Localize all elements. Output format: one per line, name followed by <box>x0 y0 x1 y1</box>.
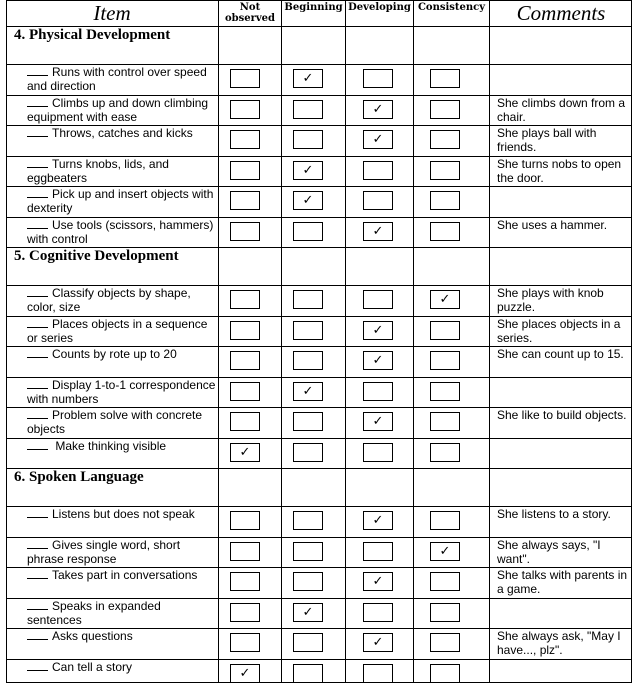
column-divider <box>489 0 490 683</box>
item-text: Gives single word, short phrase response <box>27 538 181 566</box>
item-text: Speaks in expanded sentences <box>27 599 161 627</box>
item-text: Problem solve with concrete objects <box>27 408 203 436</box>
checkbox-not-observed[interactable] <box>230 633 260 652</box>
checkbox-beginning[interactable] <box>293 321 323 340</box>
checkbox-not-observed[interactable] <box>230 443 260 462</box>
checkbox-not-observed[interactable] <box>230 191 260 210</box>
checkbox-developing[interactable] <box>363 222 393 241</box>
header-not-observed: Not observed <box>224 2 276 24</box>
checkbox-not-observed[interactable] <box>230 351 260 370</box>
item-label <box>27 96 217 124</box>
item-text: Display 1-to-1 correspondence with numbers <box>27 378 216 406</box>
section-title: 5. Cognitive Development <box>14 248 179 264</box>
header-beginning: Beginning <box>284 2 343 13</box>
checkbox-developing[interactable] <box>363 572 393 591</box>
checkbox-developing[interactable] <box>363 443 393 462</box>
assessment-table <box>6 0 632 683</box>
check-icon: ✓ <box>239 445 251 460</box>
item-text: Pick up and insert objects with dexterity <box>27 187 214 215</box>
item-label <box>27 568 217 582</box>
check-icon: ✓ <box>439 292 451 307</box>
checkbox-not-observed[interactable] <box>230 222 260 241</box>
checkbox-developing[interactable] <box>363 511 393 530</box>
check-icon: ✓ <box>372 323 384 338</box>
checkbox-not-observed[interactable] <box>230 664 260 683</box>
checkbox-not-observed[interactable] <box>230 572 260 591</box>
check-icon: ✓ <box>372 132 384 147</box>
comment-text: She plays with knob puzzle. <box>497 286 604 314</box>
item-label <box>27 378 217 406</box>
blank-line <box>27 65 48 76</box>
section-title: 6. Spoken Language <box>14 469 144 485</box>
checkbox-consistency[interactable] <box>430 161 460 180</box>
checkbox-beginning[interactable] <box>293 443 323 462</box>
column-divider <box>281 0 282 683</box>
checkbox-beginning[interactable] <box>293 130 323 149</box>
item-text: Climbs up and down climbing equipment with ease <box>27 96 209 124</box>
check-icon: ✓ <box>302 605 314 620</box>
blank-line <box>27 439 48 450</box>
comment-text: She uses a hammer. <box>497 218 608 232</box>
item-label <box>27 347 217 361</box>
blank-line <box>27 408 48 419</box>
checkbox-developing[interactable] <box>363 69 393 88</box>
checkbox-developing[interactable] <box>363 382 393 401</box>
item-text: Counts by rote up to 20 <box>52 347 177 361</box>
blank-line <box>27 126 48 137</box>
item-text: Turns knobs, lids, and eggbeaters <box>27 157 169 185</box>
check-icon: ✓ <box>302 71 314 86</box>
row-divider <box>6 0 632 1</box>
comment-text: She listens to a story. <box>497 507 611 521</box>
check-icon: ✓ <box>372 353 384 368</box>
checkbox-beginning[interactable] <box>293 542 323 561</box>
checkbox-not-observed[interactable] <box>230 290 260 309</box>
checkbox-consistency[interactable] <box>430 443 460 462</box>
item-label <box>27 317 217 345</box>
checkbox-developing[interactable] <box>363 542 393 561</box>
blank-line <box>27 286 48 297</box>
checkbox-consistency[interactable] <box>430 290 460 309</box>
check-icon: ✓ <box>372 414 384 429</box>
checkbox-developing[interactable] <box>363 664 393 683</box>
item-label <box>27 599 217 627</box>
checkbox-not-observed[interactable] <box>230 603 260 622</box>
checkbox-consistency[interactable] <box>430 100 460 119</box>
checkbox-developing[interactable] <box>363 130 393 149</box>
blank-line <box>27 157 48 168</box>
checkbox-not-observed[interactable] <box>230 511 260 530</box>
checkbox-consistency[interactable] <box>430 572 460 591</box>
item-label <box>27 126 217 140</box>
comment-text: She can count up to 15. <box>497 347 624 361</box>
section-title: 4. Physical Development <box>14 27 171 43</box>
checkbox-beginning[interactable] <box>293 100 323 119</box>
comment-text: She talks with parents in a game. <box>497 568 628 596</box>
checkbox-beginning[interactable] <box>293 69 323 88</box>
checkbox-beginning[interactable] <box>293 191 323 210</box>
column-divider <box>6 0 7 683</box>
item-label <box>27 439 217 453</box>
checkbox-consistency[interactable] <box>430 222 460 241</box>
column-divider <box>218 0 219 683</box>
blank-line <box>27 568 48 579</box>
item-label <box>27 286 217 314</box>
column-divider <box>345 0 346 683</box>
check-icon: ✓ <box>372 635 384 650</box>
column-divider <box>413 0 414 683</box>
comment-text: She climbs down from a chair. <box>497 96 626 124</box>
item-label <box>27 507 217 521</box>
row-divider <box>6 682 632 683</box>
item-label <box>27 538 217 566</box>
checkbox-not-observed[interactable] <box>230 321 260 340</box>
check-icon: ✓ <box>239 666 251 681</box>
checkbox-beginning[interactable] <box>293 664 323 683</box>
item-text: Places objects in a sequence or series <box>27 317 208 345</box>
checkbox-beginning[interactable] <box>293 511 323 530</box>
header-developing: Developing <box>348 2 411 13</box>
checkbox-developing[interactable] <box>363 290 393 309</box>
item-label <box>27 218 217 246</box>
checkbox-developing[interactable] <box>363 161 393 180</box>
item-label <box>27 187 217 215</box>
item-label <box>27 660 217 674</box>
item-label <box>27 408 217 436</box>
comment-text: She turns nobs to open the door. <box>497 157 622 185</box>
checkbox-consistency[interactable] <box>430 542 460 561</box>
check-icon: ✓ <box>302 384 314 399</box>
blank-line <box>27 629 48 640</box>
comment-text: She always ask, "May I have..., plz". <box>497 629 621 657</box>
checkbox-not-observed[interactable] <box>230 100 260 119</box>
comment-text: She like to build objects. <box>497 408 627 422</box>
item-text: Can tell a story <box>52 660 133 674</box>
checkbox-beginning[interactable] <box>293 633 323 652</box>
checkbox-not-observed[interactable] <box>230 130 260 149</box>
checkbox-not-observed[interactable] <box>230 382 260 401</box>
checkbox-consistency[interactable] <box>430 130 460 149</box>
header-item: Item <box>93 1 131 25</box>
checkbox-consistency[interactable] <box>430 664 460 683</box>
blank-line <box>27 187 48 198</box>
checkbox-not-observed[interactable] <box>230 69 260 88</box>
checkbox-beginning[interactable] <box>293 222 323 241</box>
checkbox-beginning[interactable] <box>293 161 323 180</box>
checkbox-not-observed[interactable] <box>230 542 260 561</box>
blank-line <box>27 347 48 358</box>
checkbox-developing[interactable] <box>363 191 393 210</box>
check-icon: ✓ <box>372 224 384 239</box>
item-text: Takes part in conversations <box>52 568 198 582</box>
checkbox-beginning[interactable] <box>293 412 323 431</box>
blank-line <box>27 507 48 518</box>
checkbox-consistency[interactable] <box>430 351 460 370</box>
blank-line <box>27 538 48 549</box>
checkbox-developing[interactable] <box>363 100 393 119</box>
header-comments: Comments <box>516 1 606 25</box>
item-label <box>27 157 217 185</box>
blank-line <box>27 660 48 671</box>
item-text: Runs with control over speed and direction <box>27 65 207 93</box>
check-icon: ✓ <box>372 574 384 589</box>
blank-line <box>27 378 48 389</box>
checkbox-consistency[interactable] <box>430 603 460 622</box>
checkbox-consistency[interactable] <box>430 382 460 401</box>
check-icon: ✓ <box>439 544 451 559</box>
checkbox-consistency[interactable] <box>430 633 460 652</box>
blank-line <box>27 317 48 328</box>
checkbox-developing[interactable] <box>363 321 393 340</box>
checkbox-beginning[interactable] <box>293 382 323 401</box>
item-text: Use tools (scissors, hammers) with control <box>27 218 214 246</box>
check-icon: ✓ <box>372 513 384 528</box>
checkbox-not-observed[interactable] <box>230 161 260 180</box>
checkbox-beginning[interactable] <box>293 290 323 309</box>
blank-line <box>27 599 48 610</box>
checkbox-beginning[interactable] <box>293 572 323 591</box>
item-text: Asks questions <box>52 629 133 643</box>
checkbox-developing[interactable] <box>363 412 393 431</box>
checkbox-not-observed[interactable] <box>230 412 260 431</box>
item-text: Classify objects by shape, color, size <box>27 286 191 314</box>
comment-text: She always says, "I want". <box>497 538 601 566</box>
blank-line <box>27 218 48 229</box>
checkbox-consistency[interactable] <box>430 191 460 210</box>
item-text: Make thinking visible <box>52 439 167 453</box>
item-label <box>27 65 217 93</box>
column-divider <box>631 0 632 683</box>
item-text: Throws, catches and kicks <box>52 126 193 140</box>
comment-text: She places objects in a series. <box>497 317 621 345</box>
checkbox-developing[interactable] <box>363 351 393 370</box>
checkbox-consistency[interactable] <box>430 412 460 431</box>
check-icon: ✓ <box>372 102 384 117</box>
checkbox-beginning[interactable] <box>293 351 323 370</box>
checkbox-consistency[interactable] <box>430 511 460 530</box>
check-icon: ✓ <box>302 163 314 178</box>
header-consistency: Consistency <box>417 2 486 13</box>
checkbox-consistency[interactable] <box>430 69 460 88</box>
checkbox-consistency[interactable] <box>430 321 460 340</box>
item-label <box>27 629 217 643</box>
check-icon: ✓ <box>302 193 314 208</box>
checkbox-developing[interactable] <box>363 633 393 652</box>
comment-text: She plays ball with friends. <box>497 126 597 154</box>
item-text: Listens but does not speak <box>52 507 195 521</box>
checkbox-beginning[interactable] <box>293 603 323 622</box>
blank-line <box>27 96 48 107</box>
checkbox-developing[interactable] <box>363 603 393 622</box>
